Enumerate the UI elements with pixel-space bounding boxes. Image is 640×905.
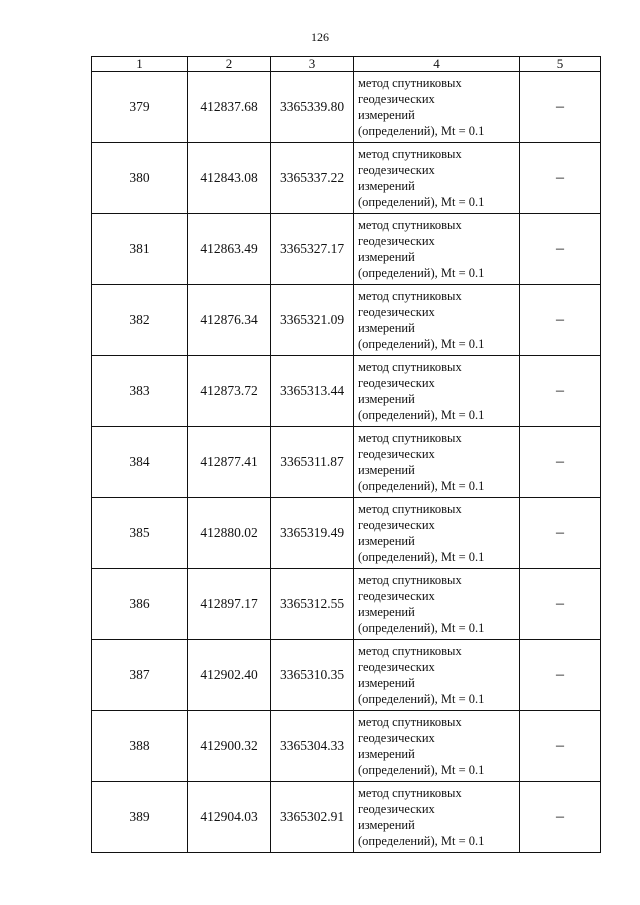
method-line: метод спутниковых [358,360,462,374]
y-coordinate-cell: 3365327.17 [271,214,354,285]
y-coordinate-cell: 3365311.87 [271,427,354,498]
header-col-2: 2 [188,57,271,72]
note-cell: – [520,782,601,853]
point-number-cell: 379 [92,72,188,143]
method-cell [354,285,520,356]
point-number-cell: 381 [92,214,188,285]
table-row [92,356,601,427]
method-cell [354,711,520,782]
x-coordinate-cell: 412900.32 [188,711,271,782]
table-row [92,427,601,498]
method-line: (определений), Mt = 0.1 [358,834,485,848]
method-cell [354,427,520,498]
method-line: геодезических [358,731,435,745]
method-line: метод спутниковых [358,76,462,90]
header-col-5: 5 [520,57,601,72]
method-cell [354,214,520,285]
x-coordinate-cell: 412880.02 [188,498,271,569]
method-line: метод спутниковых [358,786,462,800]
note-cell: – [520,214,601,285]
table-row [92,569,601,640]
method-line: геодезических [358,447,435,461]
method-line: геодезических [358,660,435,674]
method-line: (определений), Mt = 0.1 [358,763,485,777]
method-line: геодезических [358,234,435,248]
coordinates-table [91,56,601,853]
method-cell [354,72,520,143]
method-line: (определений), Mt = 0.1 [358,692,485,706]
table-row [92,143,601,214]
header-col-4: 4 [354,57,520,72]
x-coordinate-cell: 412877.41 [188,427,271,498]
note-cell: – [520,356,601,427]
y-coordinate-cell: 3365319.49 [271,498,354,569]
method-line: измерений [358,818,415,832]
y-coordinate-cell: 3365310.35 [271,640,354,711]
point-number-cell: 388 [92,711,188,782]
method-line: (определений), Mt = 0.1 [358,195,485,209]
method-line: метод спутниковых [358,289,462,303]
method-line: измерений [358,605,415,619]
x-coordinate-cell: 412837.68 [188,72,271,143]
note-cell: – [520,427,601,498]
x-coordinate-cell: 412902.40 [188,640,271,711]
y-coordinate-cell: 3365302.91 [271,782,354,853]
y-coordinate-cell: 3365321.09 [271,285,354,356]
page-number: 126 [311,30,329,44]
y-coordinate-cell: 3365337.22 [271,143,354,214]
method-line: (определений), Mt = 0.1 [358,621,485,635]
method-line: (определений), Mt = 0.1 [358,266,485,280]
method-line: измерений [358,250,415,264]
method-line: геодезических [358,518,435,532]
method-line: (определений), Mt = 0.1 [358,408,485,422]
y-coordinate-cell: 3365313.44 [271,356,354,427]
method-cell [354,640,520,711]
method-line: измерений [358,676,415,690]
x-coordinate-cell: 412843.08 [188,143,271,214]
method-cell [354,356,520,427]
method-line: измерений [358,534,415,548]
method-line: геодезических [358,589,435,603]
note-cell: – [520,640,601,711]
method-line: метод спутниковых [358,502,462,516]
note-cell: – [520,143,601,214]
method-cell [354,143,520,214]
table-row [92,640,601,711]
method-line: измерений [358,747,415,761]
note-cell: – [520,569,601,640]
point-number-cell: 386 [92,569,188,640]
method-line: (определений), Mt = 0.1 [358,337,485,351]
point-number-cell: 385 [92,498,188,569]
method-cell [354,782,520,853]
note-cell: – [520,711,601,782]
table-row [92,214,601,285]
method-line: (определений), Mt = 0.1 [358,479,485,493]
method-line: метод спутниковых [358,573,462,587]
method-cell [354,498,520,569]
table-row [92,285,601,356]
point-number-cell: 380 [92,143,188,214]
note-cell: – [520,72,601,143]
x-coordinate-cell: 412876.34 [188,285,271,356]
x-coordinate-cell: 412873.72 [188,356,271,427]
point-number-cell: 382 [92,285,188,356]
note-cell: – [520,285,601,356]
table-header [92,57,601,72]
method-line: метод спутниковых [358,431,462,445]
point-number-cell: 384 [92,427,188,498]
table-row [92,711,601,782]
method-line: геодезических [358,163,435,177]
header-col-1: 1 [92,57,188,72]
method-line: измерений [358,108,415,122]
table-row [92,498,601,569]
table-row [92,782,601,853]
method-line: метод спутниковых [358,218,462,232]
x-coordinate-cell: 412863.49 [188,214,271,285]
point-number-cell: 383 [92,356,188,427]
table-row [92,72,601,143]
point-number-cell: 387 [92,640,188,711]
method-cell [354,569,520,640]
note-cell: – [520,498,601,569]
method-line: метод спутниковых [358,644,462,658]
method-line: (определений), Mt = 0.1 [358,550,485,564]
method-line: измерений [358,321,415,335]
method-line: измерений [358,179,415,193]
x-coordinate-cell: 412904.03 [188,782,271,853]
method-line: (определений), Mt = 0.1 [358,124,485,138]
method-line: геодезических [358,802,435,816]
header-col-3: 3 [271,57,354,72]
method-line: измерений [358,392,415,406]
header-row [92,57,601,72]
x-coordinate-cell: 412897.17 [188,569,271,640]
y-coordinate-cell: 3365339.80 [271,72,354,143]
method-line: измерений [358,463,415,477]
method-line: геодезических [358,376,435,390]
method-line: метод спутниковых [358,147,462,161]
table-body [92,72,601,853]
method-line: геодезических [358,92,435,106]
y-coordinate-cell: 3365312.55 [271,569,354,640]
method-line: метод спутниковых [358,715,462,729]
method-line: геодезических [358,305,435,319]
y-coordinate-cell: 3365304.33 [271,711,354,782]
point-number-cell: 389 [92,782,188,853]
